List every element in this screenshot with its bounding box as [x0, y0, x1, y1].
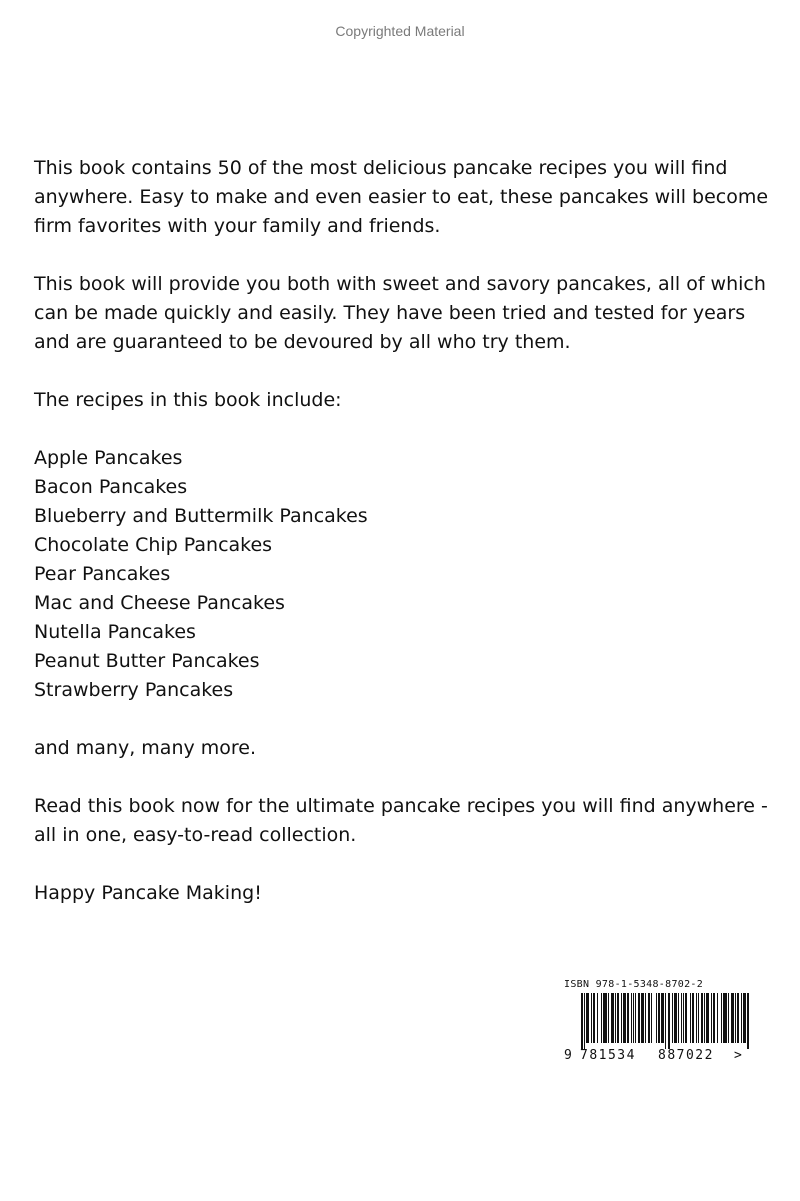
barcode-bar: [586, 993, 589, 1043]
barcode-bar: [638, 993, 640, 1043]
copyright-watermark-top: Copyrighted Material: [335, 23, 465, 39]
recipe-item: Chocolate Chip Pancakes: [34, 534, 273, 556]
outro-signoff: Happy Pancake Making!: [34, 882, 262, 904]
barcode-bar: [728, 993, 729, 1043]
barcode-bar: [672, 993, 673, 1043]
barcode-bar: [645, 993, 646, 1043]
recipe-item: Strawberry Pancakes: [34, 679, 234, 701]
barcode-bar: [631, 993, 632, 1043]
barcode-arrow: >: [734, 1048, 742, 1063]
recipe-item: Nutella Pancakes: [34, 621, 196, 643]
barcode-bar: [601, 993, 602, 1043]
recipe-list: [34, 444, 779, 705]
barcode-bar: [674, 993, 677, 1043]
isbn-barcode: [564, 979, 754, 1061]
barcode-bar: [723, 993, 727, 1043]
barcode-bar: [656, 993, 657, 1043]
barcode-bar: [584, 993, 585, 1049]
barcode-digit-group-2: 887022: [658, 1048, 714, 1063]
barcode-bar: [701, 993, 703, 1043]
barcode-bar: [683, 993, 684, 1043]
barcode-bar: [678, 993, 679, 1043]
barcode-bar: [721, 993, 722, 1043]
barcode-lead-digit: 9: [564, 1048, 572, 1063]
intro-paragraph-2: This book will provide you both with sweet and savory pancakes, all of which can be made quickly and easily. They have been tried and tested for years and are guaranteed to be devoured by all who try them.: [34, 273, 766, 353]
barcode-bar: [633, 993, 634, 1043]
back-cover-text: [34, 154, 779, 937]
isbn-label: ISBN 978-1-5348-8702-2: [564, 979, 704, 990]
barcode-bar: [621, 993, 622, 1043]
barcode-digits: [564, 1048, 764, 1063]
barcode-bar: [648, 993, 650, 1043]
barcode-bar: [611, 993, 614, 1043]
barcode-bar: [696, 993, 697, 1043]
barcode-bar: [704, 993, 705, 1043]
barcode-bar: [591, 993, 592, 1043]
recipe-item: Mac and Cheese Pancakes: [34, 592, 285, 614]
barcode-bar: [661, 993, 664, 1043]
barcode-bar: [698, 993, 699, 1043]
recipe-item: Bacon Pancakes: [34, 476, 188, 498]
barcode-bar: [713, 993, 715, 1043]
barcode-bar: [597, 993, 598, 1043]
barcode-bar: [658, 993, 660, 1043]
barcode-bar: [635, 993, 636, 1043]
barcode-bar: [665, 993, 666, 1049]
recipe-item: Peanut Butter Pancakes: [34, 650, 260, 672]
barcode-bar: [692, 993, 694, 1043]
barcode-bar: [681, 993, 682, 1043]
recipes-heading: The recipes in this book include:: [34, 389, 342, 411]
recipe-item: Blueberry and Buttermilk Pancakes: [34, 505, 368, 527]
outro-more: and many, many more.: [34, 737, 257, 759]
barcode-bar: [603, 993, 607, 1043]
outro-call-to-action: Read this book now for the ultimate pancake recipes you will find anywhere - all in one, easy-to-read collection.: [34, 795, 768, 846]
barcode-bar: [706, 993, 709, 1043]
barcode-bar: [743, 993, 746, 1043]
barcode-bar: [690, 993, 691, 1043]
intro-paragraph-1: This book contains 50 of the most delicious pancake recipes you will find anywhere. Easy to make and even easier to eat, these pancakes will become firm favorites with your family and friends.: [34, 157, 769, 237]
barcode-bar: [641, 993, 644, 1043]
barcode-bar: [731, 993, 734, 1043]
barcode-bar: [668, 993, 670, 1049]
barcode-bar: [615, 993, 616, 1043]
barcode-bars: [581, 993, 753, 1049]
barcode-bar: [623, 993, 626, 1043]
recipe-item: Pear Pancakes: [34, 563, 171, 585]
barcode-bar: [617, 993, 619, 1043]
recipe-item: Apple Pancakes: [34, 447, 183, 469]
barcode-bar: [741, 993, 742, 1043]
barcode-bar: [685, 993, 687, 1043]
barcode-bar: [737, 993, 739, 1043]
barcode-bar: [717, 993, 718, 1043]
barcode-bar: [747, 993, 749, 1049]
barcode-bar: [711, 993, 712, 1043]
barcode-bar: [581, 993, 583, 1049]
barcode-digit-group-1: 781534: [580, 1048, 636, 1063]
barcode-bar: [735, 993, 736, 1043]
barcode-bar: [627, 993, 629, 1043]
barcode-bar: [593, 993, 595, 1043]
barcode-bar: [608, 993, 609, 1043]
barcode-bar: [651, 993, 652, 1043]
